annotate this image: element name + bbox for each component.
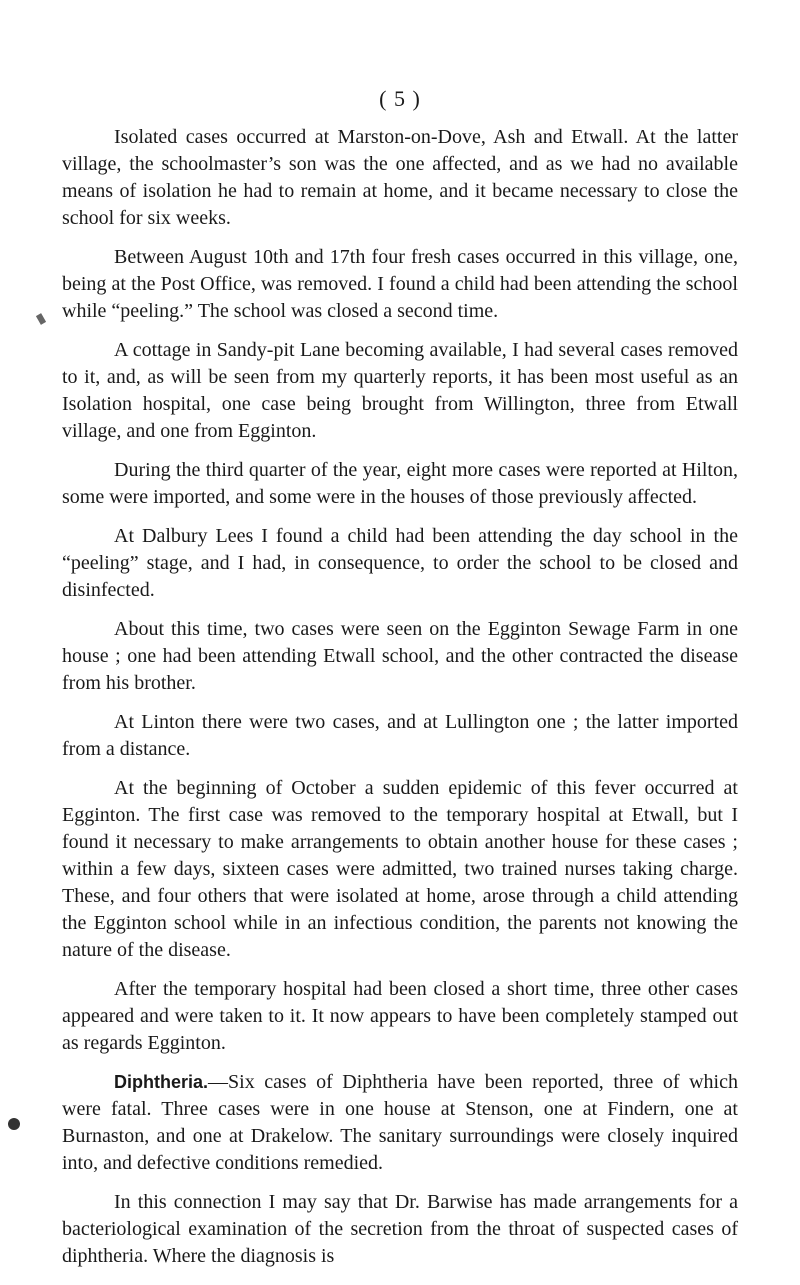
body-text — [62, 124, 738, 1282]
section-heading-diphtheria: Diphtheria. — [114, 1072, 209, 1092]
paragraph: At Dalbury Lees I found a child had been attending the day school in the “peeling” stage, and I had, in consequence, to order the school to be closed and disinfected. — [62, 525, 738, 601]
diphtheria-paragraph — [62, 1069, 738, 1177]
paragraph: Isolated cases occurred at Marston-on-Dove, Ash and Etwall. At the latter village, the schoolmaster’s son was the one affected, and as we had no available means of isolation he had to remain at home, and it became necessary to close the school for six weeks. — [62, 126, 738, 229]
stray-mark — [36, 313, 46, 325]
margin-dot — [8, 1118, 20, 1130]
paragraph: At the beginning of October a sudden epidemic of this fever occurred at Egginton. The first case was removed to the temporary hospital at Etwall, but I found it necessary to make arrangements to obtain another house for these cases ; within a few days, sixteen cases were admitted, two trained nurses taking charge. These, and four others that were isolated at home, arose through a child attending the Egginton school while in an infectious condition, the parents not knowing the nature of the disease. — [62, 777, 738, 961]
page-number: ( 5 ) — [379, 86, 421, 111]
paragraph: After the temporary hospital had been closed a short time, three other cases appeared and were taken to it. It now appears to have been completely stamped out as regards Egginton. — [62, 978, 738, 1054]
paragraph: A cottage in Sandy-pit Lane becoming available, I had several cases removed to it, and, as will be seen from my quarterly reports, it has been most useful as an Isolation hospital, one case being brought from Willington, three from Etwall village, and one from Egginton. — [62, 339, 738, 442]
paragraph: Between August 10th and 17th four fresh cases occurred in this village, one, being at the Post Office, was removed. I found a child had been attending the school while “peeling.” The school was closed a second time. — [62, 246, 738, 322]
paragraph: During the third quarter of the year, eight more cases were reported at Hilton, some were imported, and some were in the houses of those previously affected. — [62, 459, 738, 508]
paragraph: In this connection I may say that Dr. Barwise has made arrangements for a bacteriological examination of the secretion from the throat of suspected cases of diphtheria. Where the diagnosis is — [62, 1191, 738, 1267]
diphtheria-text: —Six cases of Diphtheria have been reported, three of which were fatal. Three cases were in one house at Stenson, one at Findern, one at Burnaston, and one at Drakelow. The sanitary surroundings were closely inquired into, and defective conditions remedied. — [62, 1071, 738, 1174]
paragraph: About this time, two cases were seen on the Egginton Sewage Farm in one house ; one had been attending Etwall school, and the other contracted the disease from his brother. — [62, 618, 738, 694]
paragraph: At Linton there were two cases, and at Lullington one ; the latter imported from a distance. — [62, 711, 738, 760]
